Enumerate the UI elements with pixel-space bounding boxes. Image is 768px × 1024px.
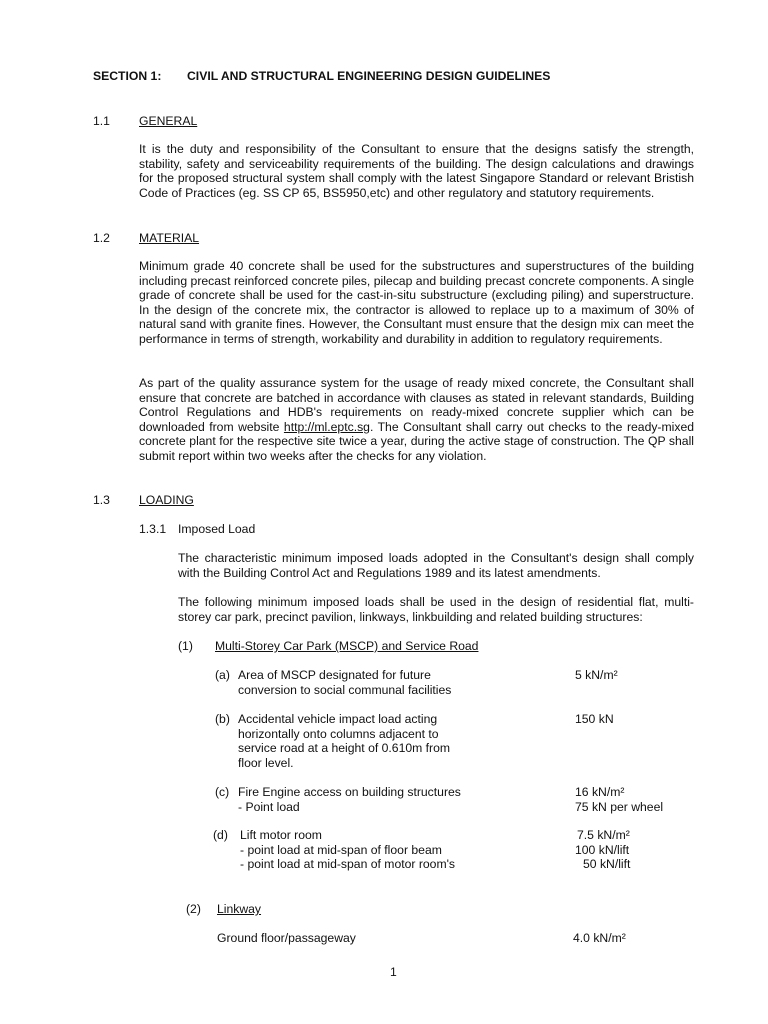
clause-1-3-number: 1.3	[93, 493, 110, 507]
clause-1-2-number: 1.2	[93, 231, 110, 245]
item-d-marker: (d)	[213, 828, 228, 842]
item-b-line: Accidental vehicle impact load acting	[238, 712, 438, 726]
page-number: 1	[390, 965, 397, 979]
eptc-website-link[interactable]: http://ml.eptc.sg	[283, 419, 370, 434]
clause-1-3-heading: LOADING	[139, 493, 194, 507]
item-d-value: 7.5 kN/m²	[577, 828, 630, 842]
item-d-line: - point load at mid-span of floor beam	[240, 843, 442, 857]
item-d-value: 100 kN/lift	[575, 843, 630, 857]
item-c-line: - Point load	[238, 800, 300, 814]
imposed-load-paragraph-1: The characteristic minimum imposed loads adopted in the Consultant's design shall comply with the Building Control Act and Regulations 1989 and its latest amendments.	[178, 551, 694, 580]
item-b-line: floor level.	[238, 756, 294, 770]
item-c-line: Fire Engine access on building structures	[238, 785, 461, 799]
item-d-value: 50 kN/lift	[583, 857, 631, 871]
item-c-value: 75 kN per wheel	[575, 800, 664, 814]
item-b-line: service road at a height of 0.610m from	[238, 741, 451, 755]
item-a-line: Area of MSCP designated for future	[238, 668, 431, 682]
item-d-line: - point load at mid-span of motor room's	[240, 857, 456, 871]
imposed-load-paragraph-2: The following minimum imposed loads shall be used in the design of residential flat, multi-storey car park, precinct pavilion, linkways, linkbuilding and related building structures:	[178, 595, 694, 624]
item-1-marker: (1)	[178, 639, 193, 653]
item-b-line: horizontally onto columns adjacent to	[238, 727, 439, 741]
linkway-row-label: Ground floor/passageway	[217, 931, 356, 945]
material-paragraph-2: As part of the quality assurance system for the usage of ready mixed concrete, the Consultant shall ensure that concrete are batched in accordance with clauses as stated in relevant standards, Building Control Regulations and HDB's requirements on ready-mixed concrete supplier which can be downloaded from website http://ml.eptc.sg. The Consultant shall carry out checks to the ready-mixed concrete plant for the respective site twice a year, during the active stage of construction. The QP shall submit report within two weeks after the checks for any violation.	[139, 376, 695, 463]
item-b-marker: (b)	[215, 712, 230, 726]
material-paragraph-1: Minimum grade 40 concrete shall be used for the substructures and superstructures of the building including precast reinforced concrete piles, pilecap and building precast concrete components. A single grade of concrete shall be used for the cast-in-situ substructure (excluding piling) and superstructure. In the design of the concrete mix, the contractor is allowed to replace up to a maximum of 30% of natural sand with granite fines. However, the Consultant must ensure that the design mix can meet the performance in terms of strength, workability and durability in addition to regulatory requirements.	[139, 259, 694, 346]
item-1-title: Multi-Storey Car Park (MSCP) and Service Road	[215, 639, 479, 653]
general-paragraph: It is the duty and responsibility of the Consultant to ensure that the designs satisfy the strength, stability, safety and serviceability requirements of the building. The design calculations and drawings for the proposed structural system shall comply with the latest Singapore Standard or relevant Bristish Code of Practices (eg. SS CP 65, BS5950,etc) and other regulatory and statutory requirements.	[139, 142, 694, 200]
clause-1-1-heading: GENERAL	[139, 114, 198, 128]
item-c-value: 16 kN/m²	[575, 785, 625, 799]
item-b-value: 150 kN	[575, 712, 614, 726]
item-a-value: 5 kN/m²	[575, 668, 618, 682]
clause-1-2-heading: MATERIAL	[139, 231, 200, 245]
item-2-marker: (2)	[186, 902, 201, 916]
item-d-line: Lift motor room	[240, 828, 322, 842]
section-number: SECTION 1:	[93, 69, 162, 83]
clause-1-1-number: 1.1	[93, 114, 110, 128]
item-a-line: conversion to social communal facilities	[238, 683, 452, 697]
clause-1-3-1-heading: Imposed Load	[178, 522, 256, 536]
item-2-title: Linkway	[217, 902, 262, 916]
item-c-marker: (c)	[215, 785, 230, 799]
clause-1-3-1-number: 1.3.1	[139, 522, 167, 536]
linkway-row-value: 4.0 kN/m²	[573, 931, 626, 945]
item-a-marker: (a)	[215, 668, 230, 682]
section-title: CIVIL AND STRUCTURAL ENGINEERING DESIGN GUIDELINES	[187, 69, 551, 83]
